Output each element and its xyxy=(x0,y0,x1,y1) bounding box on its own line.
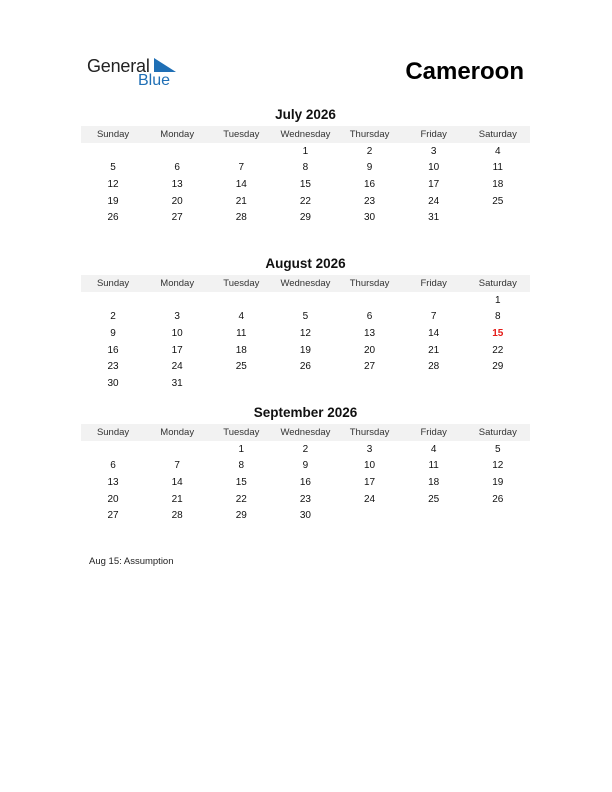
day-cell: 13 xyxy=(364,327,376,339)
day-cell: 19 xyxy=(107,195,119,207)
day-cell: 15 xyxy=(235,476,247,488)
weekday-label: Wednesday xyxy=(280,129,331,140)
day-cell: 15 xyxy=(299,178,311,190)
day-cell: 6 xyxy=(174,162,180,174)
day-cell: 27 xyxy=(107,510,119,522)
day-cell: 20 xyxy=(364,344,376,356)
day-cell: 6 xyxy=(110,460,116,472)
week-row xyxy=(81,375,530,392)
day-cell: 19 xyxy=(492,476,504,488)
day-cell: 22 xyxy=(235,493,247,505)
day-cell: 25 xyxy=(428,493,440,505)
weekday-header xyxy=(81,126,530,143)
month-grid xyxy=(81,292,530,392)
day-cell: 28 xyxy=(428,361,440,373)
weekday-label: Sunday xyxy=(96,427,130,438)
weekday-label: Tuesday xyxy=(223,129,260,140)
month-title: July 2026 xyxy=(275,107,336,122)
weekday-header xyxy=(81,424,530,441)
weekday-label: Sunday xyxy=(96,129,130,140)
weekday-label: Monday xyxy=(160,129,195,140)
weekday-label: Wednesday xyxy=(280,278,331,289)
weekday-label: Saturday xyxy=(478,129,517,140)
day-cell: 2 xyxy=(366,145,373,157)
week-row xyxy=(81,193,530,210)
day-cell: 4 xyxy=(430,443,437,455)
day-cell: 26 xyxy=(492,493,504,505)
day-cell: 27 xyxy=(364,361,376,373)
day-cell: 6 xyxy=(366,311,373,323)
logo-blue-text: Blue xyxy=(138,72,171,89)
week-row xyxy=(81,358,530,375)
month-grid xyxy=(81,143,530,226)
day-cell: 14 xyxy=(171,476,183,488)
day-cell: 17 xyxy=(171,344,183,356)
week-row xyxy=(81,325,530,342)
day-cell: 11 xyxy=(428,460,439,472)
weekday-label: Thursday xyxy=(349,129,390,140)
day-cell: 4 xyxy=(238,311,245,323)
day-cell: 17 xyxy=(364,476,376,488)
week-row xyxy=(81,143,530,160)
day-cell: 29 xyxy=(235,510,247,522)
week-row xyxy=(81,458,530,475)
weekday-label: Wednesday xyxy=(280,427,331,438)
weekday-header xyxy=(81,275,530,292)
week-row xyxy=(81,491,530,508)
weekday-label: Saturday xyxy=(478,427,517,438)
day-cell: 7 xyxy=(238,162,245,174)
day-cell: 14 xyxy=(428,327,440,339)
day-cell: 11 xyxy=(236,327,247,339)
day-cell: 16 xyxy=(299,476,311,488)
weekday-label: Monday xyxy=(160,278,195,289)
day-cell: 26 xyxy=(107,212,119,224)
day-cell: 12 xyxy=(299,327,311,339)
weekday-label: Saturday xyxy=(478,278,517,289)
weekday-label: Thursday xyxy=(349,427,390,438)
day-cell: 16 xyxy=(107,344,119,356)
weekday-label: Sunday xyxy=(96,278,130,289)
day-cell: 28 xyxy=(235,212,247,224)
month-block xyxy=(81,106,530,226)
day-cell: 19 xyxy=(299,344,311,356)
holiday-notes xyxy=(89,556,174,567)
logo-triangle-icon xyxy=(154,58,176,72)
week-row xyxy=(81,209,530,226)
day-cell: 18 xyxy=(235,344,247,356)
day-cell: 10 xyxy=(364,460,376,472)
day-cell: 25 xyxy=(235,361,247,373)
weekday-label: Friday xyxy=(420,427,447,438)
day-cell: 8 xyxy=(302,162,309,174)
week-row xyxy=(81,160,530,177)
day-cell: 14 xyxy=(235,178,247,190)
day-cell: 25 xyxy=(492,195,504,207)
day-cell: 2 xyxy=(110,311,116,323)
weekday-label: Tuesday xyxy=(223,278,260,289)
month-title: September 2026 xyxy=(253,405,358,420)
day-cell: 1 xyxy=(495,294,501,306)
day-cell: 7 xyxy=(174,460,180,472)
day-cell: 8 xyxy=(495,311,501,323)
day-cell: 30 xyxy=(364,212,376,224)
week-row xyxy=(81,292,530,309)
day-cell: 3 xyxy=(430,145,437,157)
generalblue-logo xyxy=(87,56,187,92)
day-cell: 17 xyxy=(428,178,440,190)
day-cell: 9 xyxy=(110,327,116,339)
day-cell: 10 xyxy=(171,327,183,339)
day-cell: 18 xyxy=(492,178,504,190)
day-cell: 16 xyxy=(364,178,376,190)
day-cell: 8 xyxy=(238,460,245,472)
week-row xyxy=(81,507,530,524)
week-row xyxy=(81,441,530,458)
month-block xyxy=(81,404,530,524)
weekday-label: Friday xyxy=(420,129,447,140)
day-cell: 9 xyxy=(366,162,373,174)
logo-general-text: General xyxy=(87,56,150,76)
weekday-label: Friday xyxy=(420,278,447,289)
day-cell: 11 xyxy=(492,162,503,174)
day-cell: 23 xyxy=(107,361,119,373)
day-cell: 3 xyxy=(366,443,373,455)
day-cell: 1 xyxy=(238,443,245,455)
day-cell: 13 xyxy=(107,476,119,488)
month-grid xyxy=(81,441,530,524)
day-cell: 22 xyxy=(299,195,311,207)
day-cell: 30 xyxy=(107,377,119,389)
day-cell: 18 xyxy=(428,476,440,488)
day-cell: 26 xyxy=(299,361,311,373)
month-block xyxy=(81,255,530,392)
day-cell: 27 xyxy=(171,212,183,224)
day-cell: 13 xyxy=(171,178,183,190)
day-cell: 4 xyxy=(495,145,501,157)
day-cell: 7 xyxy=(430,311,437,323)
day-cell: 12 xyxy=(492,460,504,472)
day-cell: 9 xyxy=(302,460,309,472)
day-cell: 30 xyxy=(299,510,311,522)
day-cell: 29 xyxy=(299,212,311,224)
holiday-note: Aug 15: Assumption xyxy=(89,556,174,567)
day-cell: 24 xyxy=(428,195,440,207)
day-cell: 2 xyxy=(302,443,309,455)
day-cell: 21 xyxy=(171,493,183,505)
country-title: Cameroon xyxy=(405,58,524,85)
day-cell: 20 xyxy=(107,493,119,505)
day-cell: 1 xyxy=(302,145,309,157)
day-cell: 5 xyxy=(495,443,501,455)
day-cell: 22 xyxy=(492,344,504,356)
day-cell: 24 xyxy=(364,493,376,505)
week-row xyxy=(81,176,530,193)
month-title: August 2026 xyxy=(265,256,346,271)
day-cell: 28 xyxy=(171,510,183,522)
day-cell: 24 xyxy=(171,361,183,373)
day-cell: 21 xyxy=(428,344,440,356)
day-cell: 31 xyxy=(171,377,183,389)
day-cell: 5 xyxy=(110,162,116,174)
day-cell: 3 xyxy=(174,311,180,323)
day-cell: 12 xyxy=(107,178,119,190)
day-cell: 21 xyxy=(235,195,247,207)
weekday-label: Monday xyxy=(160,427,195,438)
day-cell: 23 xyxy=(299,493,311,505)
week-row xyxy=(81,342,530,359)
day-cell: 5 xyxy=(302,311,309,323)
day-cell: 20 xyxy=(171,195,183,207)
day-cell: 29 xyxy=(492,361,504,373)
holiday-day-cell: 15 xyxy=(492,327,504,339)
day-cell: 23 xyxy=(364,195,376,207)
day-cell: 31 xyxy=(428,212,440,224)
week-row xyxy=(81,474,530,491)
day-cell: 10 xyxy=(428,162,440,174)
week-row xyxy=(81,309,530,326)
weekday-label: Tuesday xyxy=(223,427,260,438)
weekday-label: Thursday xyxy=(349,278,390,289)
